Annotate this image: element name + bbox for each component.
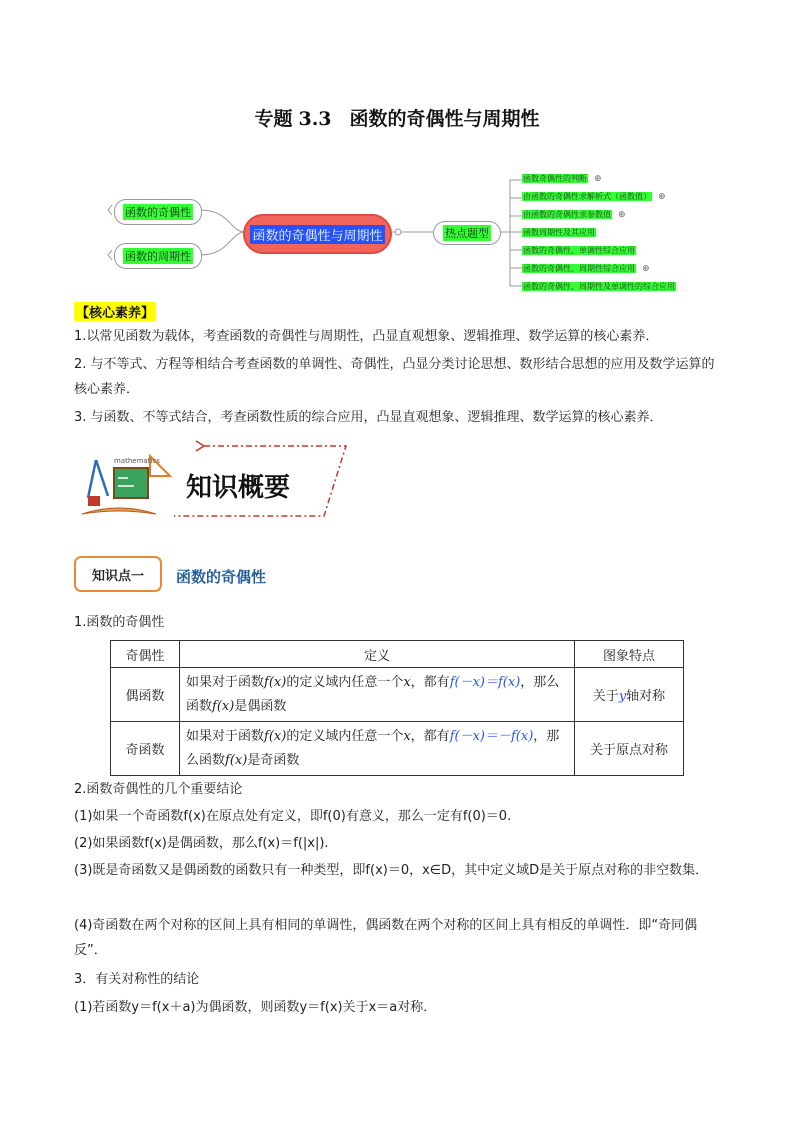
table-header: 奇偶性 [111, 641, 180, 668]
page-title [0, 104, 794, 131]
table-cell-type: 偶函数 [111, 668, 180, 722]
mindmap-node-periodicity: 函数的周期性 [114, 243, 202, 269]
section1-heading: 1.函数的奇偶性 [74, 615, 165, 630]
title-text: 函数的奇偶性与周期性 [349, 108, 540, 130]
mm-line-leaf-5 [510, 232, 522, 250]
knowledge-point-title: 函数的奇偶性 [176, 568, 267, 586]
mm-line-leaf-7 [510, 232, 522, 286]
expand-icon: ⊕ [618, 210, 626, 220]
table-cell-type: 奇函数 [111, 722, 180, 776]
table-row [111, 722, 684, 776]
mindmap-center-node: 函数的奇偶性与周期性 [243, 214, 392, 254]
book-word: mathematics [114, 457, 160, 465]
mindmap-node-parity: 函数的奇偶性 [114, 199, 202, 225]
section2-item-1: (1)如果一个奇函数f(x)在原点处有定义，即f(0)有意义，那么一定有f(0)＝0. [74, 809, 512, 824]
mm-collapse-dot [395, 229, 401, 235]
title-prefix: 专题 [254, 108, 293, 130]
expand-icon: ⊕ [594, 174, 602, 184]
bag-icon [88, 496, 100, 506]
mindmap-hub-node: 热点题型 [433, 221, 501, 245]
section2-item-3: (3)既是奇函数又是偶函数的函数只有一种类型，即f(x)＝0，x∈D，其中定义域D是关于原点对称的非空数集． [74, 863, 709, 878]
section2-item-4: (4)奇函数在两个对称的区间上具有相同的单调性，偶函数在两个对称的区间上具有相反的单调性．即“奇同偶反”． [74, 918, 698, 958]
expand-icon: ⊕ [642, 264, 650, 274]
parity-table [110, 640, 684, 776]
book-icon [82, 508, 156, 514]
section2-heading: 2.函数奇偶性的几个重要结论 [74, 782, 243, 797]
banner-arrow-icon [196, 441, 204, 451]
mindmap-connectors [0, 160, 794, 300]
blackboard-icon [114, 468, 148, 498]
banner-text: 知识概要 [186, 473, 291, 503]
knowledge-overview-banner [74, 438, 364, 528]
table-header: 图象特点 [575, 641, 684, 668]
table-cell-definition: 如果对于函数f(x)的定义域内任意一个x，都有f(－x)＝f(x)，那么函数f(x)是偶函数 [180, 668, 575, 722]
core-item-3: 3. 与函数、不等式结合，考查函数性质的综合应用，凸显直观想象、逻辑推理、数学运算的核心素养． [74, 410, 663, 425]
table-row [111, 668, 684, 722]
table-header: 定义 [180, 641, 575, 668]
core-item-2: 2. 与不等式、方程等相结合考查函数的单调性、奇偶性，凸显分类讨论思想、数形结合思想的应用及数学运算的核心素养． [74, 357, 715, 397]
section2-item-2: (2)如果函数f(x)是偶函数，那么f(x)＝f(|x|). [74, 836, 329, 851]
table-header-row [111, 641, 684, 668]
core-item-1: 1.以常见函数为载体，考查函数的奇偶性与周期性，凸显直观想象、逻辑推理、数学运算的核心素养． [74, 329, 659, 344]
mm-line-leaf-2 [510, 198, 522, 232]
table-cell-definition: 如果对于函数f(x)的定义域内任意一个x，都有f(－x)＝－f(x)，那么函数f(x)是奇函数 [180, 722, 575, 776]
section3-item-1: (1)若函数y＝f(x＋a)为偶函数，则函数y＝f(x)关于x＝a对称． [74, 1000, 437, 1015]
mindmap-leaf-7: 函数的奇偶性、周期性及单调性的综合应用 [523, 282, 675, 291]
title-number: 3.3 [298, 108, 332, 130]
mm-line-leaf-3 [510, 216, 522, 232]
core-literacy-tag: 【核心素养】 [74, 302, 156, 321]
compass-icon [88, 460, 108, 498]
section3-heading: 3．有关对称性的结论 [74, 972, 200, 987]
knowledge-point-label: 知识点一 [74, 556, 162, 592]
mm-left-arrow-1 [108, 205, 112, 215]
mm-left-arrow-2 [108, 250, 112, 260]
mindmap-leaf-6: 函数的奇偶性、周期性综合应用 ⊕ [523, 264, 650, 274]
mm-line-left-top [200, 210, 245, 232]
mm-line-left-bottom [200, 232, 245, 255]
expand-icon: ⊕ [658, 192, 666, 202]
table-cell-feature: 关于y轴对称 [575, 668, 684, 722]
table-cell-feature: 关于原点对称 [575, 722, 684, 776]
mindmap-leaf-3: 由函数的奇偶性求参数值 ⊕ [523, 210, 626, 220]
mindmap-leaf-2: 由函数的奇偶性求解析式（函数值） ⊕ [523, 192, 666, 202]
mindmap-leaf-4: 函数周期性及其应用 [523, 228, 595, 237]
mindmap-leaf-5: 函数的奇偶性、单调性综合应用 [523, 246, 635, 255]
mindmap-leaf-1: 函数奇偶性的判断 ⊕ [523, 174, 602, 184]
